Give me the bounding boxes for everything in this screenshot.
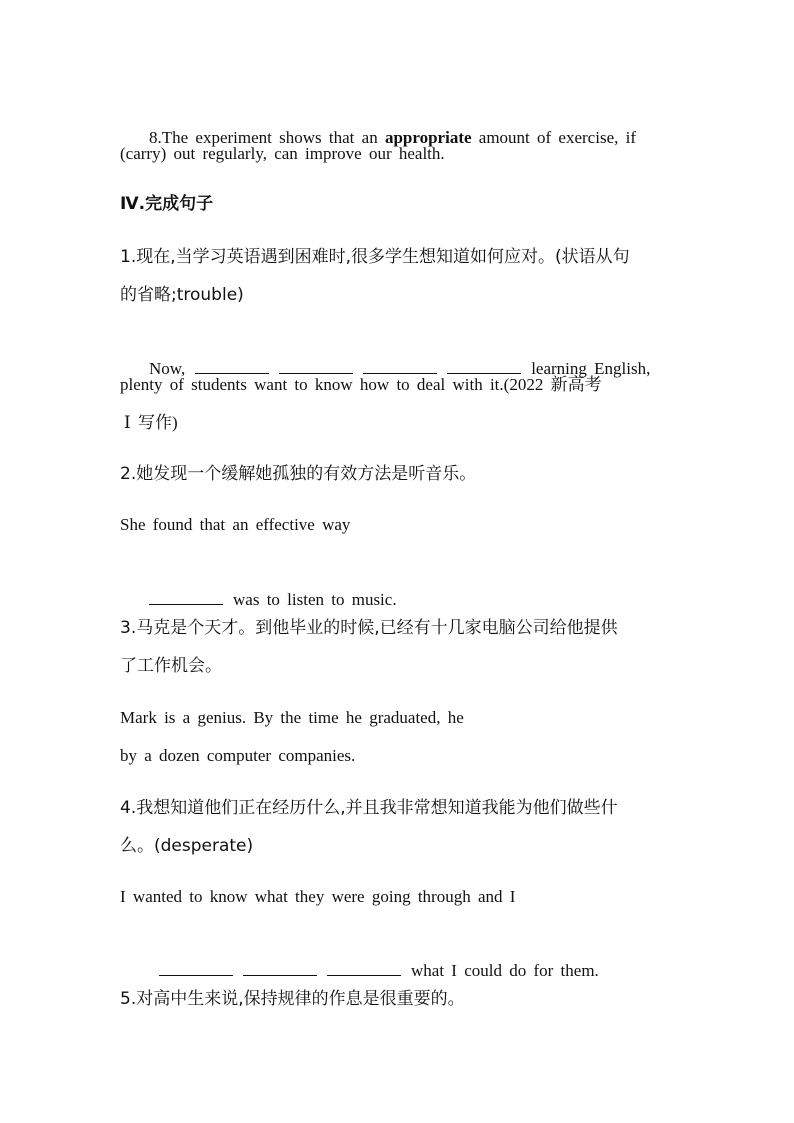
section-title: Ⅳ.完成句子 xyxy=(120,194,214,214)
item4-zh-line2: 么。(desperate) xyxy=(120,836,254,856)
item1-en-line2: plenty of students want to know how to deal with it.(2022 新高考 xyxy=(120,375,602,394)
item1-zh-line2: 的省略;trouble) xyxy=(120,285,244,305)
item3-zh-line1: 3.马克是个天才。到他毕业的时候,已经有十几家电脑公司给他提供 xyxy=(120,618,618,638)
item1-zh-line1: 1.现在,当学习英语遇到困难时,很多学生想知道如何应对。(状语从句 xyxy=(120,247,630,267)
item4-blank-1[interactable] xyxy=(159,959,233,976)
item2-blank-1[interactable] xyxy=(149,588,223,605)
item3-zh-line2: 了工作机会。 xyxy=(120,656,222,676)
q8-bold-word: appropriate xyxy=(384,128,472,147)
item4-en-suffix: what I could do for them. xyxy=(411,961,599,980)
item1-blank-3[interactable] xyxy=(363,357,437,374)
item1-blank-2[interactable] xyxy=(279,357,353,374)
item1-blank-1[interactable] xyxy=(195,357,269,374)
item2-en-suffix: was to listen to music. xyxy=(233,590,397,609)
item1-en-prefix: Now, xyxy=(149,359,186,378)
item2-en-line1: She found that an effective way xyxy=(120,515,351,534)
item4-en-line1: I wanted to know what they were going through and I xyxy=(120,887,516,906)
item3-en-line2: by a dozen computer companies. xyxy=(120,746,356,765)
item4-blank-2[interactable] xyxy=(243,959,317,976)
item1-en-suffix: learning English, xyxy=(531,359,651,378)
item1-blank-4[interactable] xyxy=(447,357,521,374)
q8-line2: (carry) out regularly, can improve our health. xyxy=(120,144,445,163)
item2-zh-line1: 2.她发现一个缓解她孤独的有效方法是听音乐。 xyxy=(120,464,477,484)
q8-text-part2: amount of exercise, if xyxy=(471,128,636,147)
item1-en-line3: Ⅰ 写作) xyxy=(124,413,178,432)
q8-text-part1: 8.The experiment shows that an xyxy=(149,128,385,147)
item5-zh-line1: 5.对高中生来说,保持规律的作息是很重要的。 xyxy=(120,989,465,1009)
item4-blank-3[interactable] xyxy=(327,959,401,976)
item3-en-line1: Mark is a genius. By the time he graduated, he xyxy=(120,708,464,727)
item4-zh-line1: 4.我想知道他们正在经历什么,并且我非常想知道我能为他们做些什 xyxy=(120,798,618,818)
